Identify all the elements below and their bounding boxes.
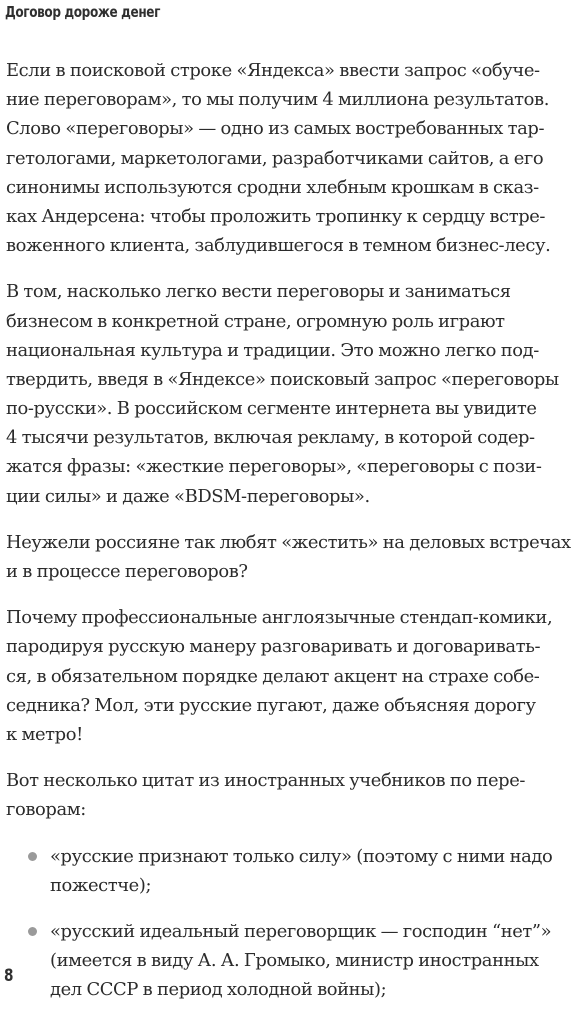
text-line: воженного клиента, заблудившегося в темном бизнес-лесу.: [6, 235, 551, 257]
paragraph-4: [6, 603, 586, 749]
text-line: дел СССР в период холодной войны);: [50, 979, 387, 1001]
text-line: Неужели россияне так любят «жестить» на деловых встречах: [6, 531, 571, 553]
text-line: ся, в обязательном порядке делают акцент на страхе собе-: [6, 665, 540, 687]
text-line: 4 тысячи результатов, включая рекламу, в которой содер-: [6, 427, 535, 449]
text-line: пародируя русскую манеру разговаривать и договаривать-: [6, 636, 541, 658]
bullet-dot-icon: [28, 927, 37, 936]
text-line: жатся фразы: «жесткие переговоры», «переговоры с пози-: [6, 456, 542, 478]
list-item: [6, 917, 586, 1005]
text-line: «русский идеальный переговорщик — господин “нет”»: [50, 920, 552, 942]
paragraph-3: [6, 528, 586, 586]
paragraph-5: [6, 766, 586, 824]
running-title: Договор дороже денег: [5, 3, 161, 21]
text-line: (имеется в виду А. А. Громыко, министр иностранных: [50, 950, 539, 972]
bullet-dot-icon: [28, 852, 37, 861]
text-line: ции силы» и даже «BDSM-переговоры».: [6, 485, 370, 507]
text-line: «русские признают только силу» (поэтому с ними надо: [50, 845, 553, 867]
text-line: Вот несколько цитат из иностранных учебников по пере-: [6, 770, 526, 792]
text-line: пожестче);: [50, 874, 152, 896]
text-line: Если в поисковой строке «Яндекса» ввести запрос «обуче-: [6, 60, 540, 81]
text-line: национальная культура и традиции. Это можно легко под-: [6, 339, 539, 361]
text-line: говорам:: [6, 799, 86, 821]
text-line: ние переговорам», то мы получим 4 миллиона результатов.: [6, 89, 549, 111]
text-line: Слово «переговоры» — одно из самых востребованных тар-: [6, 118, 545, 140]
page-body: [6, 56, 586, 1021]
text-line: синонимы используются сродни хлебным крошкам в сказ-: [6, 176, 539, 198]
text-line: Почему профессиональные англоязычные стендап-комики,: [6, 607, 553, 629]
page-number: 8: [4, 966, 14, 986]
text-line: по-русски». В российском сегменте интернета вы увидите: [6, 398, 537, 420]
text-line: и в процессе переговоров?: [6, 561, 248, 582]
text-line: седника? Мол, эти русские пугают, даже объясняя дорогу: [6, 694, 536, 716]
text-line: гетологами, маркетологами, разработчиками сайтов, а его: [6, 147, 544, 169]
text-line: бизнесом в конкретной стране, огромную роль играют: [6, 310, 505, 332]
paragraph-2: [6, 277, 586, 511]
text-line: твердить, введя в «Яндексе» поисковый запрос «переговоры: [6, 368, 559, 390]
paragraph-1: [6, 56, 586, 260]
quote-list: [6, 842, 586, 1005]
list-item: [6, 842, 586, 900]
text-line: ках Андерсена: чтобы проложить тропинку к сердцу встре-: [6, 205, 546, 227]
text-line: В том, насколько легко вести переговоры и заниматься: [6, 281, 511, 303]
text-line: к метро!: [6, 723, 83, 745]
